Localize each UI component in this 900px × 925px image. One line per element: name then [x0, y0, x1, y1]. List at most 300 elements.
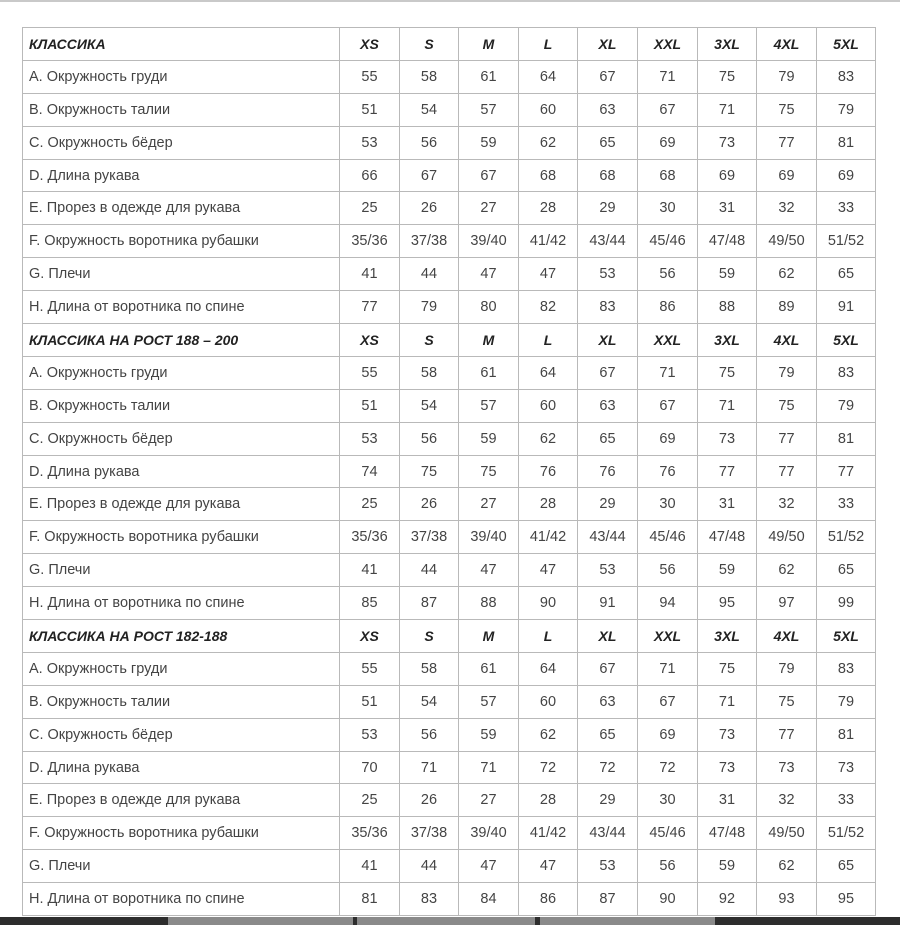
- measurement-value: 62: [757, 850, 817, 883]
- measurement-label: G. Плечи: [23, 850, 340, 883]
- measurement-value: 81: [817, 126, 876, 159]
- measurement-value: 41/42: [519, 225, 578, 258]
- measurement-value: 90: [638, 883, 698, 916]
- measurement-value: 62: [519, 126, 578, 159]
- measurement-value: 62: [757, 554, 817, 587]
- measurement-value: 41: [340, 258, 400, 291]
- measurement-value: 67: [638, 93, 698, 126]
- table-row: [23, 258, 876, 291]
- measurement-value: 47: [459, 554, 519, 587]
- measurement-value: 80: [459, 291, 519, 324]
- measurement-value: 83: [400, 883, 459, 916]
- measurement-value: 39/40: [459, 225, 519, 258]
- size-header-cell: M: [459, 28, 519, 61]
- measurement-value: 81: [817, 422, 876, 455]
- measurement-label: D. Длина рукава: [23, 455, 340, 488]
- measurement-value: 39/40: [459, 521, 519, 554]
- measurement-value: 65: [578, 422, 638, 455]
- measurement-value: 71: [698, 389, 757, 422]
- table-row: [23, 883, 876, 916]
- measurement-value: 75: [757, 685, 817, 718]
- measurement-value: 33: [817, 488, 876, 521]
- measurement-value: 28: [519, 784, 578, 817]
- measurement-value: 31: [698, 192, 757, 225]
- size-header-cell: XS: [340, 620, 400, 653]
- measurement-value: 62: [519, 422, 578, 455]
- scrollbar-thumb[interactable]: [168, 917, 353, 925]
- measurement-value: 79: [757, 356, 817, 389]
- measurement-value: 29: [578, 488, 638, 521]
- measurement-value: 33: [817, 192, 876, 225]
- measurement-value: 44: [400, 258, 459, 291]
- section-header-row: [23, 324, 876, 357]
- measurement-value: 41/42: [519, 521, 578, 554]
- measurement-value: 51/52: [817, 521, 876, 554]
- measurement-value: 30: [638, 192, 698, 225]
- measurement-value: 70: [340, 751, 400, 784]
- measurement-value: 73: [757, 751, 817, 784]
- table-row: [23, 751, 876, 784]
- measurement-value: 59: [698, 554, 757, 587]
- measurement-value: 53: [578, 258, 638, 291]
- measurement-value: 31: [698, 488, 757, 521]
- measurement-value: 51: [340, 685, 400, 718]
- measurement-value: 64: [519, 356, 578, 389]
- table-row: [23, 159, 876, 192]
- measurement-value: 61: [459, 652, 519, 685]
- measurement-value: 39/40: [459, 817, 519, 850]
- measurement-value: 59: [459, 126, 519, 159]
- measurement-value: 63: [578, 389, 638, 422]
- measurement-value: 79: [817, 685, 876, 718]
- measurement-value: 59: [698, 850, 757, 883]
- measurement-label: H. Длина от воротника по спине: [23, 883, 340, 916]
- measurement-value: 79: [757, 652, 817, 685]
- table-row: [23, 817, 876, 850]
- measurement-value: 51: [340, 389, 400, 422]
- measurement-label: F. Окружность воротника рубашки: [23, 817, 340, 850]
- measurement-value: 94: [638, 587, 698, 620]
- measurement-value: 49/50: [757, 817, 817, 850]
- size-header-cell: M: [459, 324, 519, 357]
- measurement-value: 88: [459, 587, 519, 620]
- measurement-value: 26: [400, 488, 459, 521]
- measurement-value: 56: [638, 554, 698, 587]
- measurement-value: 68: [519, 159, 578, 192]
- measurement-value: 88: [698, 291, 757, 324]
- measurement-label: A. Окружность груди: [23, 60, 340, 93]
- measurement-label: F. Окружность воротника рубашки: [23, 521, 340, 554]
- size-header-cell: S: [400, 324, 459, 357]
- size-header-cell: 5XL: [817, 28, 876, 61]
- measurement-value: 54: [400, 93, 459, 126]
- measurement-value: 56: [638, 258, 698, 291]
- measurement-value: 61: [459, 60, 519, 93]
- table-row: [23, 587, 876, 620]
- size-header-cell: M: [459, 620, 519, 653]
- measurement-label: E. Прорез в одежде для рукава: [23, 784, 340, 817]
- measurement-value: 83: [578, 291, 638, 324]
- measurement-value: 93: [757, 883, 817, 916]
- measurement-value: 83: [817, 356, 876, 389]
- measurement-value: 71: [638, 356, 698, 389]
- measurement-value: 75: [757, 389, 817, 422]
- table-row: [23, 521, 876, 554]
- measurement-value: 61: [459, 356, 519, 389]
- measurement-value: 95: [817, 883, 876, 916]
- table-row: [23, 126, 876, 159]
- measurement-value: 59: [459, 422, 519, 455]
- section-header-row: [23, 28, 876, 61]
- measurement-value: 58: [400, 652, 459, 685]
- measurement-value: 27: [459, 488, 519, 521]
- top-border: [0, 0, 900, 2]
- measurement-value: 67: [638, 685, 698, 718]
- table-row: [23, 850, 876, 883]
- measurement-value: 87: [578, 883, 638, 916]
- table-row: [23, 685, 876, 718]
- measurement-value: 74: [340, 455, 400, 488]
- measurement-value: 72: [638, 751, 698, 784]
- measurement-value: 54: [400, 389, 459, 422]
- measurement-value: 26: [400, 784, 459, 817]
- measurement-value: 51/52: [817, 225, 876, 258]
- measurement-value: 43/44: [578, 521, 638, 554]
- size-header-cell: L: [519, 28, 578, 61]
- measurement-value: 83: [817, 652, 876, 685]
- measurement-value: 69: [638, 126, 698, 159]
- measurement-value: 89: [757, 291, 817, 324]
- measurement-value: 27: [459, 192, 519, 225]
- measurement-value: 79: [400, 291, 459, 324]
- measurement-value: 26: [400, 192, 459, 225]
- size-header-cell: 3XL: [698, 620, 757, 653]
- measurement-value: 44: [400, 554, 459, 587]
- measurement-value: 35/36: [340, 225, 400, 258]
- measurement-value: 67: [459, 159, 519, 192]
- measurement-value: 53: [340, 422, 400, 455]
- measurement-value: 65: [578, 126, 638, 159]
- measurement-value: 87: [400, 587, 459, 620]
- measurement-value: 73: [698, 422, 757, 455]
- measurement-value: 75: [459, 455, 519, 488]
- measurement-value: 55: [340, 652, 400, 685]
- table-row: [23, 356, 876, 389]
- measurement-value: 57: [459, 389, 519, 422]
- measurement-value: 86: [638, 291, 698, 324]
- table-row: [23, 718, 876, 751]
- measurement-value: 77: [757, 718, 817, 751]
- measurement-value: 77: [757, 126, 817, 159]
- table-row: [23, 389, 876, 422]
- measurement-value: 60: [519, 389, 578, 422]
- measurement-value: 31: [698, 784, 757, 817]
- measurement-value: 41: [340, 554, 400, 587]
- measurement-value: 47: [459, 258, 519, 291]
- size-header-cell: 3XL: [698, 28, 757, 61]
- measurement-value: 53: [340, 718, 400, 751]
- measurement-value: 75: [400, 455, 459, 488]
- section-title: КЛАССИКА НА РОСТ 188 – 200: [23, 324, 340, 357]
- measurement-label: B. Окружность талии: [23, 389, 340, 422]
- section-header-row: [23, 620, 876, 653]
- measurement-value: 56: [638, 850, 698, 883]
- measurement-value: 29: [578, 784, 638, 817]
- measurement-value: 72: [578, 751, 638, 784]
- measurement-value: 37/38: [400, 817, 459, 850]
- measurement-value: 35/36: [340, 817, 400, 850]
- measurement-value: 77: [698, 455, 757, 488]
- measurement-value: 30: [638, 784, 698, 817]
- size-header-cell: S: [400, 28, 459, 61]
- measurement-value: 33: [817, 784, 876, 817]
- measurement-value: 72: [519, 751, 578, 784]
- measurement-value: 76: [638, 455, 698, 488]
- table-row: [23, 291, 876, 324]
- measurement-value: 83: [817, 60, 876, 93]
- measurement-value: 51: [340, 93, 400, 126]
- measurement-value: 47/48: [698, 817, 757, 850]
- measurement-value: 71: [400, 751, 459, 784]
- measurement-value: 67: [578, 652, 638, 685]
- measurement-value: 41: [340, 850, 400, 883]
- table-row: [23, 225, 876, 258]
- measurement-value: 75: [698, 356, 757, 389]
- table-row: [23, 60, 876, 93]
- measurement-value: 65: [817, 554, 876, 587]
- measurement-value: 81: [817, 718, 876, 751]
- measurement-value: 62: [757, 258, 817, 291]
- measurement-value: 79: [757, 60, 817, 93]
- measurement-value: 37/38: [400, 521, 459, 554]
- measurement-label: C. Окружность бёдер: [23, 422, 340, 455]
- measurement-value: 32: [757, 488, 817, 521]
- measurement-value: 69: [698, 159, 757, 192]
- table-row: [23, 652, 876, 685]
- measurement-value: 57: [459, 93, 519, 126]
- measurement-value: 67: [638, 389, 698, 422]
- table-row: [23, 488, 876, 521]
- size-header-cell: XL: [578, 324, 638, 357]
- measurement-label: G. Плечи: [23, 258, 340, 291]
- measurement-value: 53: [578, 850, 638, 883]
- measurement-value: 59: [698, 258, 757, 291]
- measurement-value: 54: [400, 685, 459, 718]
- measurement-value: 53: [578, 554, 638, 587]
- measurement-value: 47: [519, 850, 578, 883]
- measurement-value: 57: [459, 685, 519, 718]
- size-header-cell: XXL: [638, 620, 698, 653]
- measurement-label: A. Окружность груди: [23, 356, 340, 389]
- measurement-value: 28: [519, 488, 578, 521]
- size-header-cell: 5XL: [817, 324, 876, 357]
- measurement-label: D. Длина рукава: [23, 159, 340, 192]
- measurement-value: 28: [519, 192, 578, 225]
- measurement-value: 47: [459, 850, 519, 883]
- measurement-value: 47/48: [698, 225, 757, 258]
- measurement-value: 49/50: [757, 521, 817, 554]
- measurement-value: 67: [578, 356, 638, 389]
- measurement-label: B. Окружность талии: [23, 93, 340, 126]
- measurement-value: 75: [757, 93, 817, 126]
- measurement-value: 47: [519, 258, 578, 291]
- size-header-cell: XXL: [638, 28, 698, 61]
- measurement-value: 69: [638, 718, 698, 751]
- measurement-value: 91: [578, 587, 638, 620]
- measurement-value: 43/44: [578, 225, 638, 258]
- measurement-value: 64: [519, 652, 578, 685]
- measurement-label: A. Окружность груди: [23, 652, 340, 685]
- size-header-cell: 4XL: [757, 324, 817, 357]
- measurement-value: 56: [400, 718, 459, 751]
- measurement-label: F. Окружность воротника рубашки: [23, 225, 340, 258]
- measurement-value: 47/48: [698, 521, 757, 554]
- measurement-value: 45/46: [638, 521, 698, 554]
- table-row: [23, 422, 876, 455]
- measurement-label: H. Длина от воротника по спине: [23, 291, 340, 324]
- measurement-value: 99: [817, 587, 876, 620]
- measurement-value: 71: [698, 685, 757, 718]
- measurement-value: 85: [340, 587, 400, 620]
- measurement-value: 71: [698, 93, 757, 126]
- section-title: КЛАССИКА: [23, 28, 340, 61]
- table-row: [23, 554, 876, 587]
- size-header-cell: S: [400, 620, 459, 653]
- measurement-value: 77: [757, 455, 817, 488]
- measurement-value: 77: [340, 291, 400, 324]
- size-header-cell: XS: [340, 28, 400, 61]
- measurement-label: B. Окружность талии: [23, 685, 340, 718]
- measurement-value: 79: [817, 93, 876, 126]
- measurement-value: 71: [459, 751, 519, 784]
- measurement-value: 67: [578, 60, 638, 93]
- measurement-value: 91: [817, 291, 876, 324]
- measurement-value: 60: [519, 685, 578, 718]
- horizontal-scrollbar[interactable]: [0, 917, 900, 925]
- table-row: [23, 192, 876, 225]
- measurement-value: 73: [698, 751, 757, 784]
- measurement-value: 25: [340, 488, 400, 521]
- measurement-value: 51/52: [817, 817, 876, 850]
- section-title: КЛАССИКА НА РОСТ 182-188: [23, 620, 340, 653]
- measurement-value: 71: [638, 652, 698, 685]
- size-header-cell: L: [519, 620, 578, 653]
- measurement-value: 65: [578, 718, 638, 751]
- measurement-value: 95: [698, 587, 757, 620]
- measurement-value: 56: [400, 422, 459, 455]
- measurement-value: 58: [400, 356, 459, 389]
- measurement-value: 75: [698, 60, 757, 93]
- measurement-label: C. Окружность бёдер: [23, 126, 340, 159]
- size-header-cell: XL: [578, 28, 638, 61]
- measurement-value: 25: [340, 784, 400, 817]
- measurement-value: 58: [400, 60, 459, 93]
- table-row: [23, 93, 876, 126]
- measurement-value: 82: [519, 291, 578, 324]
- measurement-value: 73: [698, 126, 757, 159]
- measurement-label: C. Окружность бёдер: [23, 718, 340, 751]
- measurement-value: 79: [817, 389, 876, 422]
- measurement-label: G. Плечи: [23, 554, 340, 587]
- measurement-value: 60: [519, 93, 578, 126]
- size-header-cell: XL: [578, 620, 638, 653]
- size-header-cell: 4XL: [757, 620, 817, 653]
- scrollbar-thumb[interactable]: [540, 917, 715, 925]
- measurement-value: 77: [817, 455, 876, 488]
- measurement-value: 69: [757, 159, 817, 192]
- measurement-label: E. Прорез в одежде для рукава: [23, 192, 340, 225]
- measurement-label: D. Длина рукава: [23, 751, 340, 784]
- size-header-cell: L: [519, 324, 578, 357]
- measurement-value: 62: [519, 718, 578, 751]
- measurement-value: 66: [340, 159, 400, 192]
- measurement-value: 59: [459, 718, 519, 751]
- measurement-value: 67: [400, 159, 459, 192]
- measurement-value: 32: [757, 192, 817, 225]
- measurement-value: 44: [400, 850, 459, 883]
- measurement-value: 75: [698, 652, 757, 685]
- measurement-value: 41/42: [519, 817, 578, 850]
- scrollbar-thumb[interactable]: [357, 917, 535, 925]
- measurement-value: 76: [578, 455, 638, 488]
- measurement-value: 56: [400, 126, 459, 159]
- measurement-value: 45/46: [638, 817, 698, 850]
- size-header-cell: 3XL: [698, 324, 757, 357]
- measurement-value: 30: [638, 488, 698, 521]
- measurement-value: 86: [519, 883, 578, 916]
- measurement-value: 76: [519, 455, 578, 488]
- measurement-value: 64: [519, 60, 578, 93]
- measurement-value: 49/50: [757, 225, 817, 258]
- measurement-value: 65: [817, 258, 876, 291]
- size-header-cell: 4XL: [757, 28, 817, 61]
- measurement-value: 25: [340, 192, 400, 225]
- measurement-value: 55: [340, 356, 400, 389]
- measurement-value: 90: [519, 587, 578, 620]
- measurement-value: 63: [578, 93, 638, 126]
- measurement-value: 27: [459, 784, 519, 817]
- measurement-value: 55: [340, 60, 400, 93]
- table-row: [23, 784, 876, 817]
- size-header-cell: XXL: [638, 324, 698, 357]
- measurement-value: 35/36: [340, 521, 400, 554]
- measurement-value: 84: [459, 883, 519, 916]
- measurement-value: 81: [340, 883, 400, 916]
- size-header-cell: XS: [340, 324, 400, 357]
- measurement-value: 65: [817, 850, 876, 883]
- measurement-value: 73: [817, 751, 876, 784]
- table-row: [23, 455, 876, 488]
- measurement-label: E. Прорез в одежде для рукава: [23, 488, 340, 521]
- measurement-value: 69: [817, 159, 876, 192]
- measurement-value: 53: [340, 126, 400, 159]
- measurement-value: 69: [638, 422, 698, 455]
- measurement-value: 68: [638, 159, 698, 192]
- measurement-value: 63: [578, 685, 638, 718]
- measurement-value: 45/46: [638, 225, 698, 258]
- measurement-value: 37/38: [400, 225, 459, 258]
- measurement-value: 71: [638, 60, 698, 93]
- measurement-value: 97: [757, 587, 817, 620]
- measurement-value: 73: [698, 718, 757, 751]
- size-header-cell: 5XL: [817, 620, 876, 653]
- measurement-value: 47: [519, 554, 578, 587]
- size-chart-table: [22, 27, 876, 916]
- measurement-value: 77: [757, 422, 817, 455]
- measurement-value: 68: [578, 159, 638, 192]
- measurement-value: 32: [757, 784, 817, 817]
- measurement-value: 43/44: [578, 817, 638, 850]
